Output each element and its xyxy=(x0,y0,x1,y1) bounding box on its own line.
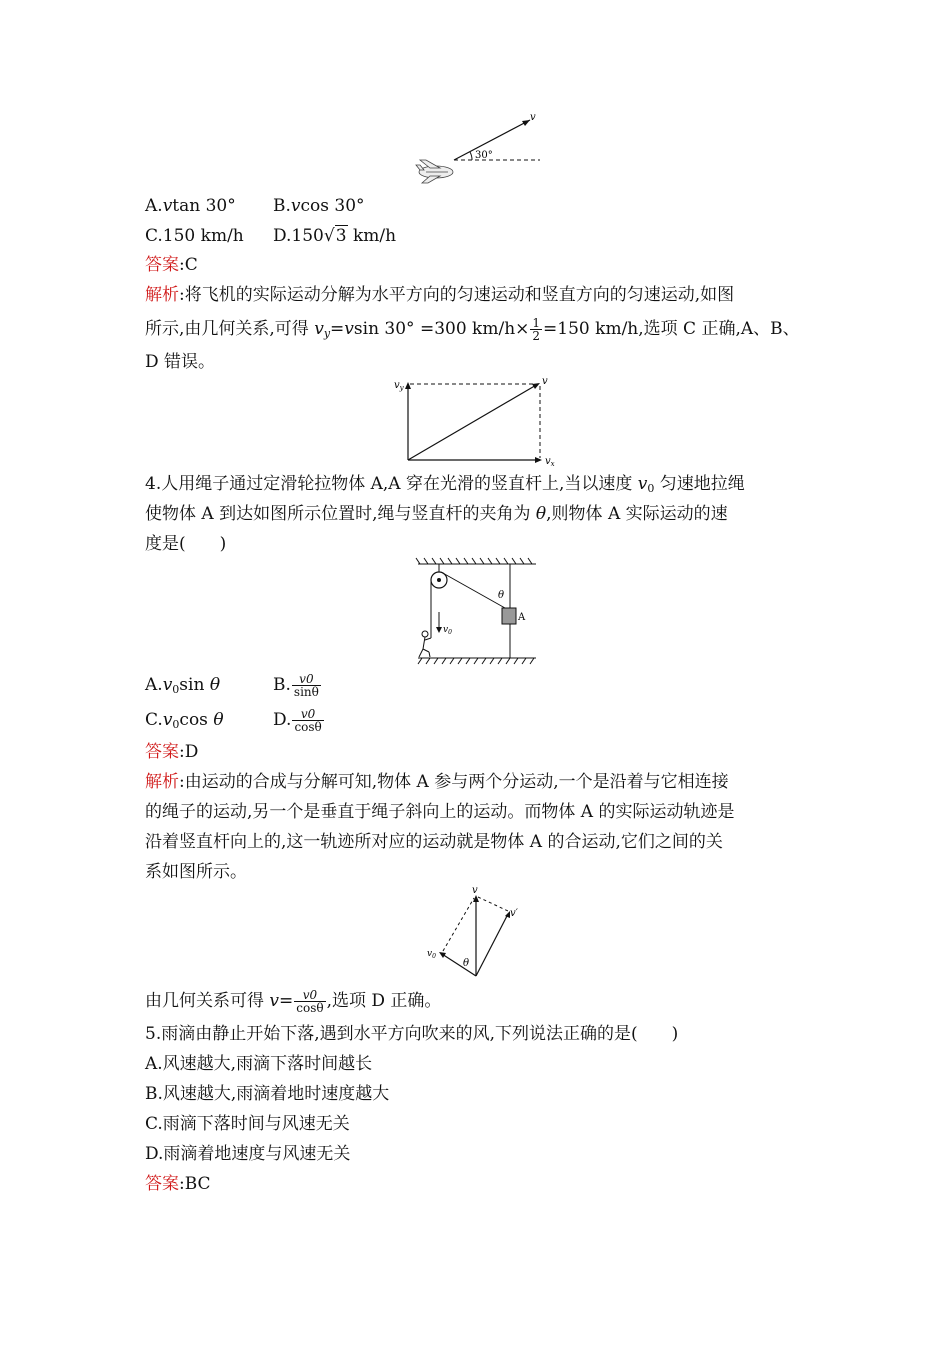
q4-analysis-line2: 的绳子的运动,另一个是垂直于绳子斜向上的运动。而物体 A 的实际运动轨迹是 xyxy=(145,802,735,822)
q4-option-a[interactable]: $A.v_0\sin$ θ xyxy=(145,675,221,696)
q3-options-row2 xyxy=(145,223,397,249)
q5-option-d[interactable]: D.雨滴着地速度与风速无关 xyxy=(145,1144,351,1164)
answer-label: 答案 xyxy=(145,255,179,275)
v-label: v xyxy=(542,376,548,387)
pulley-system-figure xyxy=(412,556,542,668)
q4-options-row2 xyxy=(145,707,322,738)
q5-answer: 答案:BC xyxy=(145,1174,211,1194)
q3-option-a[interactable]: A.vtan 30° xyxy=(145,196,236,216)
q4-analysis-line1: 解析:由运动的合成与分解可知,物体 A 参与两个分运动,一个是沿着与它相连接 xyxy=(145,772,729,792)
answer-label: 答案 xyxy=(145,742,179,762)
q5-option-b[interactable]: B.风速越大,雨滴着地时速度越大 xyxy=(145,1084,390,1104)
q4-stem-line2: 使物体 A 到达如图所示位置时,绳与竖直杆的夹角为 θ,则物体 A 实际运动的速 xyxy=(145,504,728,524)
analysis-label: 解析 xyxy=(145,285,179,305)
v0-label: $v_0$ xyxy=(443,625,452,636)
q3-answer: 答案:C xyxy=(145,255,198,275)
v-prime-label: v′ xyxy=(510,908,518,919)
q5-option-a[interactable]: A.风速越大,雨滴下落时间越长 xyxy=(145,1054,373,1074)
q3-analysis-line1: 解析:将飞机的实际运动分解为水平方向的匀速运动和竖直方向的匀速运动,如图 xyxy=(145,285,735,305)
q3-analysis-line2: 所示,由几何关系,可得 $v_y=vsin$ 30° =300 km/h× $\frac{1}{2}$ =150 km/h,选项 C 正确,A、B、 xyxy=(145,316,800,343)
person-icon xyxy=(419,631,431,657)
velocity-triangle-figure xyxy=(424,884,534,984)
q5-stem: 5.雨滴由静止开始下落,遇到水平方向吹来的风,下列说法正确的是( ) xyxy=(145,1024,679,1044)
vx-label: $v_x$ xyxy=(545,456,555,468)
analysis-label: 解析 xyxy=(145,772,179,792)
block-a xyxy=(502,608,516,624)
v0-label: $v_0$ xyxy=(427,949,436,960)
q5-option-c[interactable]: C.雨滴下落时间与风速无关 xyxy=(145,1114,350,1134)
q4-analysis-line3: 沿着竖直杆向上的,这一轨迹所对应的运动就是物体 A 的合运动,它们之间的关 xyxy=(145,832,723,852)
velocity-decomposition-figure xyxy=(392,374,562,469)
q4-option-c[interactable]: $C.v_0\cos$ θ xyxy=(145,710,224,731)
q4-stem-line3: 度是( ) xyxy=(145,534,227,554)
airplane-velocity-figure xyxy=(412,108,552,188)
q3-analysis-line3: D 错误。 xyxy=(145,352,216,372)
theta-label: θ xyxy=(498,590,505,601)
q4-analysis-line4: 系如图所示。 xyxy=(145,862,247,882)
fraction-one-half: $\frac{1}{2}$ xyxy=(532,316,541,343)
q3-option-c[interactable]: C.150 km/h xyxy=(145,226,244,246)
q3-option-d[interactable]: D.150√3 km/h xyxy=(273,226,397,246)
q4-answer: 答案:D xyxy=(145,742,199,762)
theta-label: θ xyxy=(463,958,470,969)
block-label: A xyxy=(518,612,526,623)
v-label: v xyxy=(472,885,478,896)
answer-label: 答案 xyxy=(145,1174,179,1194)
angle-label: 30° xyxy=(475,150,493,161)
v-label: v xyxy=(530,112,536,123)
q4-option-d[interactable]: D. $\frac{v0}{\cos\theta}$ xyxy=(273,707,322,734)
q4-option-b[interactable]: B. $\frac{v0}{\sin\theta}$ xyxy=(273,672,319,699)
airplane-icon xyxy=(416,160,453,183)
q4-conclusion: 由几何关系可得 v= $\frac{v0}{\cos\theta}$ ,选项 D 正确。 xyxy=(145,988,442,1015)
q3-option-b[interactable]: B.vcos 30° xyxy=(273,196,365,216)
q4-stem-line1: 4.人用绳子通过定滑轮拉物体 A,A 穿在光滑的竖直杆上,当以速度 $v_0$ 匀速地拉绳 xyxy=(145,474,745,495)
vy-label: $v_y$ xyxy=(394,380,404,392)
q3-options-row1 xyxy=(145,193,365,219)
q4-options-row1 xyxy=(145,672,319,703)
